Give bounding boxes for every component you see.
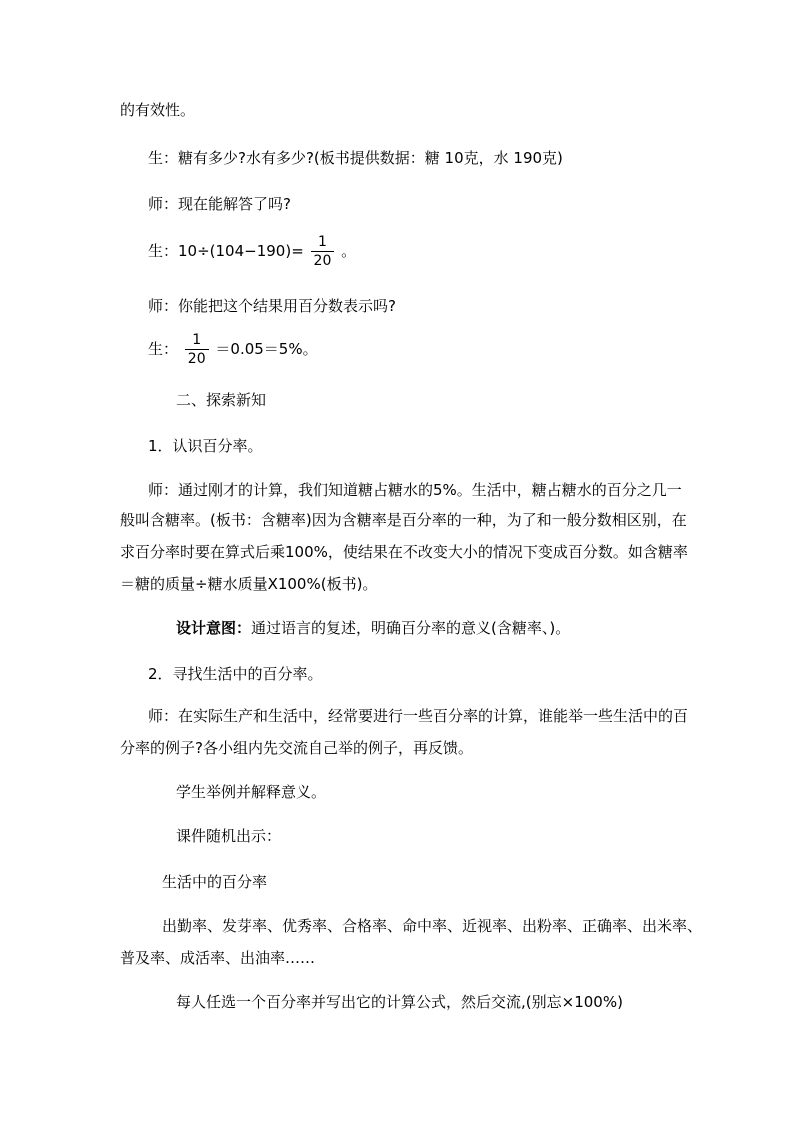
text-line-3: 师：现在能解答了吗?	[148, 195, 291, 213]
design-intent-text: 通过语言的复述，明确百分率的意义(含糖率、)。	[251, 619, 571, 637]
fraction-one-twentieth	[311, 235, 335, 268]
text-line-5: 师：你能把这个结果用百分数表示吗?	[148, 297, 396, 315]
fraction-denominator: 20	[187, 351, 206, 367]
design-intent-label: 设计意图：	[176, 619, 252, 637]
equation-suffix: 。	[341, 242, 357, 260]
text-line-6	[148, 330, 318, 368]
fraction-denominator: 20	[313, 253, 332, 269]
fraction-one-twentieth	[185, 333, 209, 366]
text-line-19: 生活中的百分率	[162, 873, 268, 891]
answer-suffix: ＝0.05＝5%。	[215, 340, 318, 358]
text-line-16: 分率的例子?各小组内先交流自己举的例子，再反馈。	[120, 739, 473, 757]
text-line-2: 生：糖有多少?水有多少?(板书提供数据：糖 10克，水 190克)	[148, 149, 563, 167]
text-line-18: 课件随机出示：	[176, 827, 282, 845]
text-line-9: 师：通过刚才的计算，我们知道糖占糖水的5%。生活中，糖占糖水的百分之几一	[148, 481, 682, 499]
subsection-heading-2: 2．寻找生活中的百分率。	[148, 665, 323, 683]
text-line-21: 普及率、成活率、出油率……	[120, 949, 316, 967]
subsection-heading-1: 1．认识百分率。	[148, 437, 263, 455]
text-line-15: 师：在实际生产和生活中，经常要进行一些百分率的计算，谁能举一些生活中的百	[148, 707, 689, 725]
section-heading: 二、探索新知	[176, 391, 267, 409]
text-line-11: 求百分率时要在算式后乘100%，使结果在不改变大小的情况下变成百分数。如含糖率	[120, 543, 688, 561]
fraction-numerator: 1	[311, 235, 335, 252]
text-line-22: 每人任选一个百分率并写出它的计算公式，然后交流,(别忘×100%)	[176, 993, 623, 1011]
equation-prefix: 生：10÷(104−190)=	[148, 242, 304, 260]
fraction-numerator: 1	[185, 333, 209, 350]
text-line-4	[148, 232, 356, 270]
answer-prefix: 生：	[148, 340, 179, 358]
text-line-20: 出勤率、发芽率、优秀率、合格率、命中率、近视率、出粉率、正确率、出米率、	[162, 917, 703, 935]
text-line-1: 的有效性。	[120, 101, 196, 119]
text-line-10: 般叫含糖率。(板书：含糖率)因为含糖率是百分率的一种，为了和一般分数相区别，在	[120, 511, 687, 529]
design-intent-line	[176, 618, 570, 638]
text-line-17: 学生举例并解释意义。	[176, 783, 327, 801]
text-line-12: ＝糖的质量÷糖水质量X100%(板书)。	[120, 575, 378, 593]
